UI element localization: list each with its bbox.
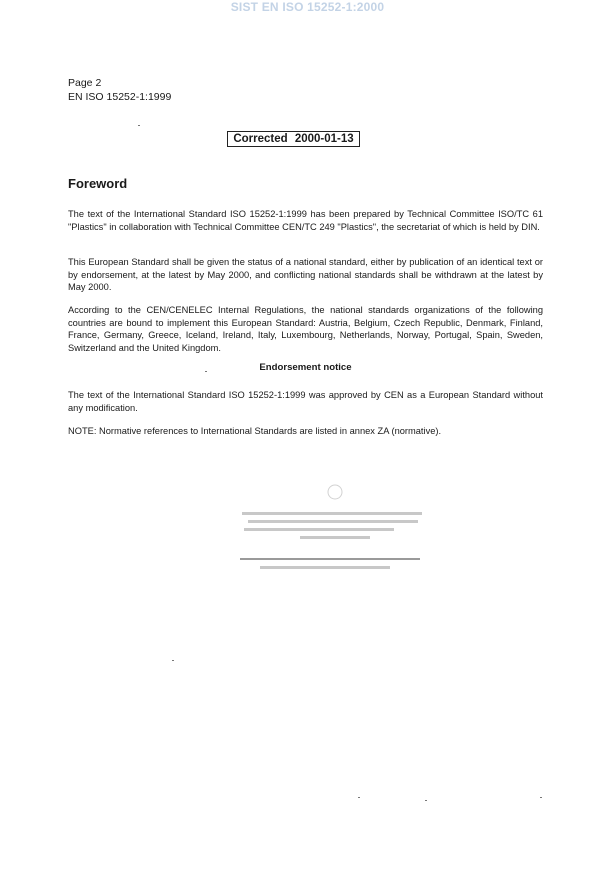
page-number: Page 2 xyxy=(68,77,102,89)
corrected-label: Corrected xyxy=(233,133,288,145)
document-id: EN ISO 15252-1:1999 xyxy=(68,91,172,103)
scan-speck xyxy=(205,371,207,372)
corrected-date: 2000-01-13 xyxy=(294,133,354,145)
scan-speck xyxy=(138,125,140,126)
scan-speck xyxy=(425,800,427,801)
normative-note: NOTE: Normative references to International Standards are listed in annex ZA (normative). xyxy=(68,426,442,436)
foreword-paragraph-1: The text of the International Standard ISO 15252-1:1999 has been prepared by Technical Committee ISO/TC 61 "Plastics" in collaboration with Technical Committee CEN/TC 249 "Plastics", the secretariat of which is held by DIN. xyxy=(68,209,543,232)
scan-speck xyxy=(358,797,360,798)
page-header xyxy=(68,76,171,104)
foreword-paragraph-2: This European Standard shall be given the status of a national standard, either by publication of an identical text or by endorsement, at the latest by May 2000, and conflicting national standards shall be withdrawn at the latest by May 2000. xyxy=(68,257,543,292)
faded-library-stamp xyxy=(240,470,425,585)
foreword-title: Foreword xyxy=(68,176,128,191)
scan-speck xyxy=(540,797,542,798)
scan-speck xyxy=(172,660,174,661)
corrected-stamp xyxy=(227,131,360,147)
endorsement-title: Endorsement notice xyxy=(259,362,352,373)
endorsement-paragraph: The text of the International Standard ISO 15252-1:1999 was approved by CEN as a European Standard without any modification. xyxy=(68,390,543,413)
foreword-paragraph-3: According to the CEN/CENELEC Internal Regulations, the national standards organizations of the following countries are bound to implement this European Standard: Austria, Belgium, Czech Republic, Denmark, Finland, France, Germany, Greece, Iceland, Ireland, Italy, Luxembourg, Netherlands, Norway, Portugal, Spain, Sweden, Switzerland and the United Kingdom. xyxy=(68,305,543,353)
watermark-header: SIST EN ISO 15252-1:2000 xyxy=(230,0,385,14)
